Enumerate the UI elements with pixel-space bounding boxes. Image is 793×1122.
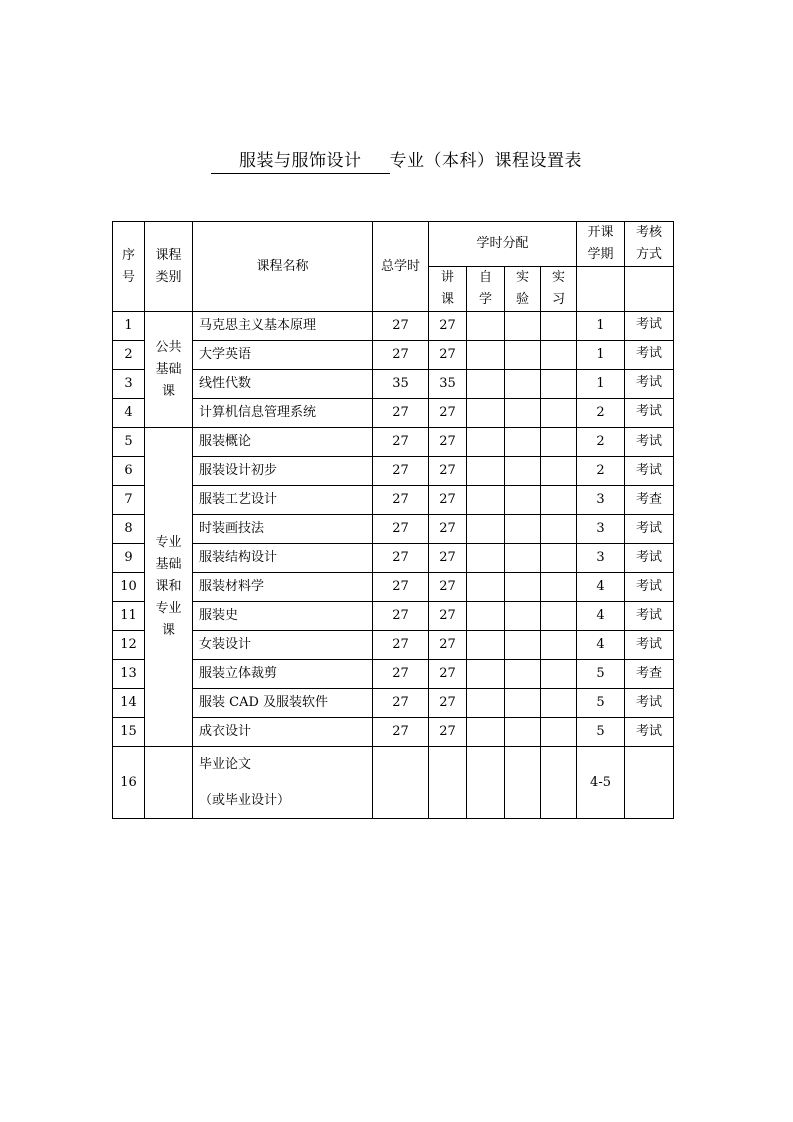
header-self-study: 自 学	[467, 267, 505, 312]
header-seq: 序 号	[113, 222, 145, 312]
table-row: 3 线性代数 35 35 1 考试	[113, 370, 674, 399]
category-public: 公共 基础 课	[145, 312, 193, 428]
header-category: 课程 类别	[145, 222, 193, 312]
page-title	[0, 146, 793, 174]
header-hours-distribution: 学时分配	[429, 222, 577, 267]
header-course-name: 课程名称	[193, 222, 373, 312]
table-row: 1 公共 基础 课 马克思主义基本原理 27 27 1 考试	[113, 312, 674, 341]
table-row: 7 服装工艺设计 27 27 3 考查	[113, 486, 674, 515]
table-row: 15 成衣设计 27 27 5 考试	[113, 718, 674, 747]
table-row: 8 时装画技法 27 27 3 考试	[113, 515, 674, 544]
header-practice: 实 习	[541, 267, 577, 312]
table-row: 12 女装设计 27 27 4 考试	[113, 631, 674, 660]
header-row	[113, 222, 674, 267]
table-row: 11 服装史 27 27 4 考试	[113, 602, 674, 631]
table-row: 4 计算机信息管理系统 27 27 2 考试	[113, 399, 674, 428]
table-row: 13 服装立体裁剪 27 27 5 考查	[113, 660, 674, 689]
table-row: 9 服装结构设计 27 27 3 考试	[113, 544, 674, 573]
table-row: 10 服装材料学 27 27 4 考试	[113, 573, 674, 602]
title-suffix: 专业（本科）课程设置表	[389, 151, 582, 171]
table-row: 14 服装 CAD 及服装软件 27 27 5 考试	[113, 689, 674, 718]
course-table	[112, 221, 674, 819]
category-blank	[145, 747, 193, 819]
table-row: 2 大学英语 27 27 1 考试	[113, 341, 674, 370]
table-row: 5 专业 基础 课和 专业 课 服装概论 27 27 2 考试	[113, 428, 674, 457]
table-row: 16 毕业论文 （或毕业设计） 4-5	[113, 747, 674, 819]
header-semester: 开课 学期	[577, 222, 625, 267]
header-semester-blank	[577, 267, 625, 312]
thesis-cell: 毕业论文 （或毕业设计）	[193, 747, 373, 819]
major-name: 服装与服饰设计	[211, 150, 390, 174]
header-experiment: 实 验	[505, 267, 541, 312]
header-total-hours: 总学时	[373, 222, 429, 312]
table-row: 6 服装设计初步 27 27 2 考试	[113, 457, 674, 486]
header-exam-method: 考核 方式	[625, 222, 674, 267]
category-professional: 专业 基础 课和 专业 课	[145, 428, 193, 747]
header-lecture: 讲 课	[429, 267, 467, 312]
header-exam-blank	[625, 267, 674, 312]
